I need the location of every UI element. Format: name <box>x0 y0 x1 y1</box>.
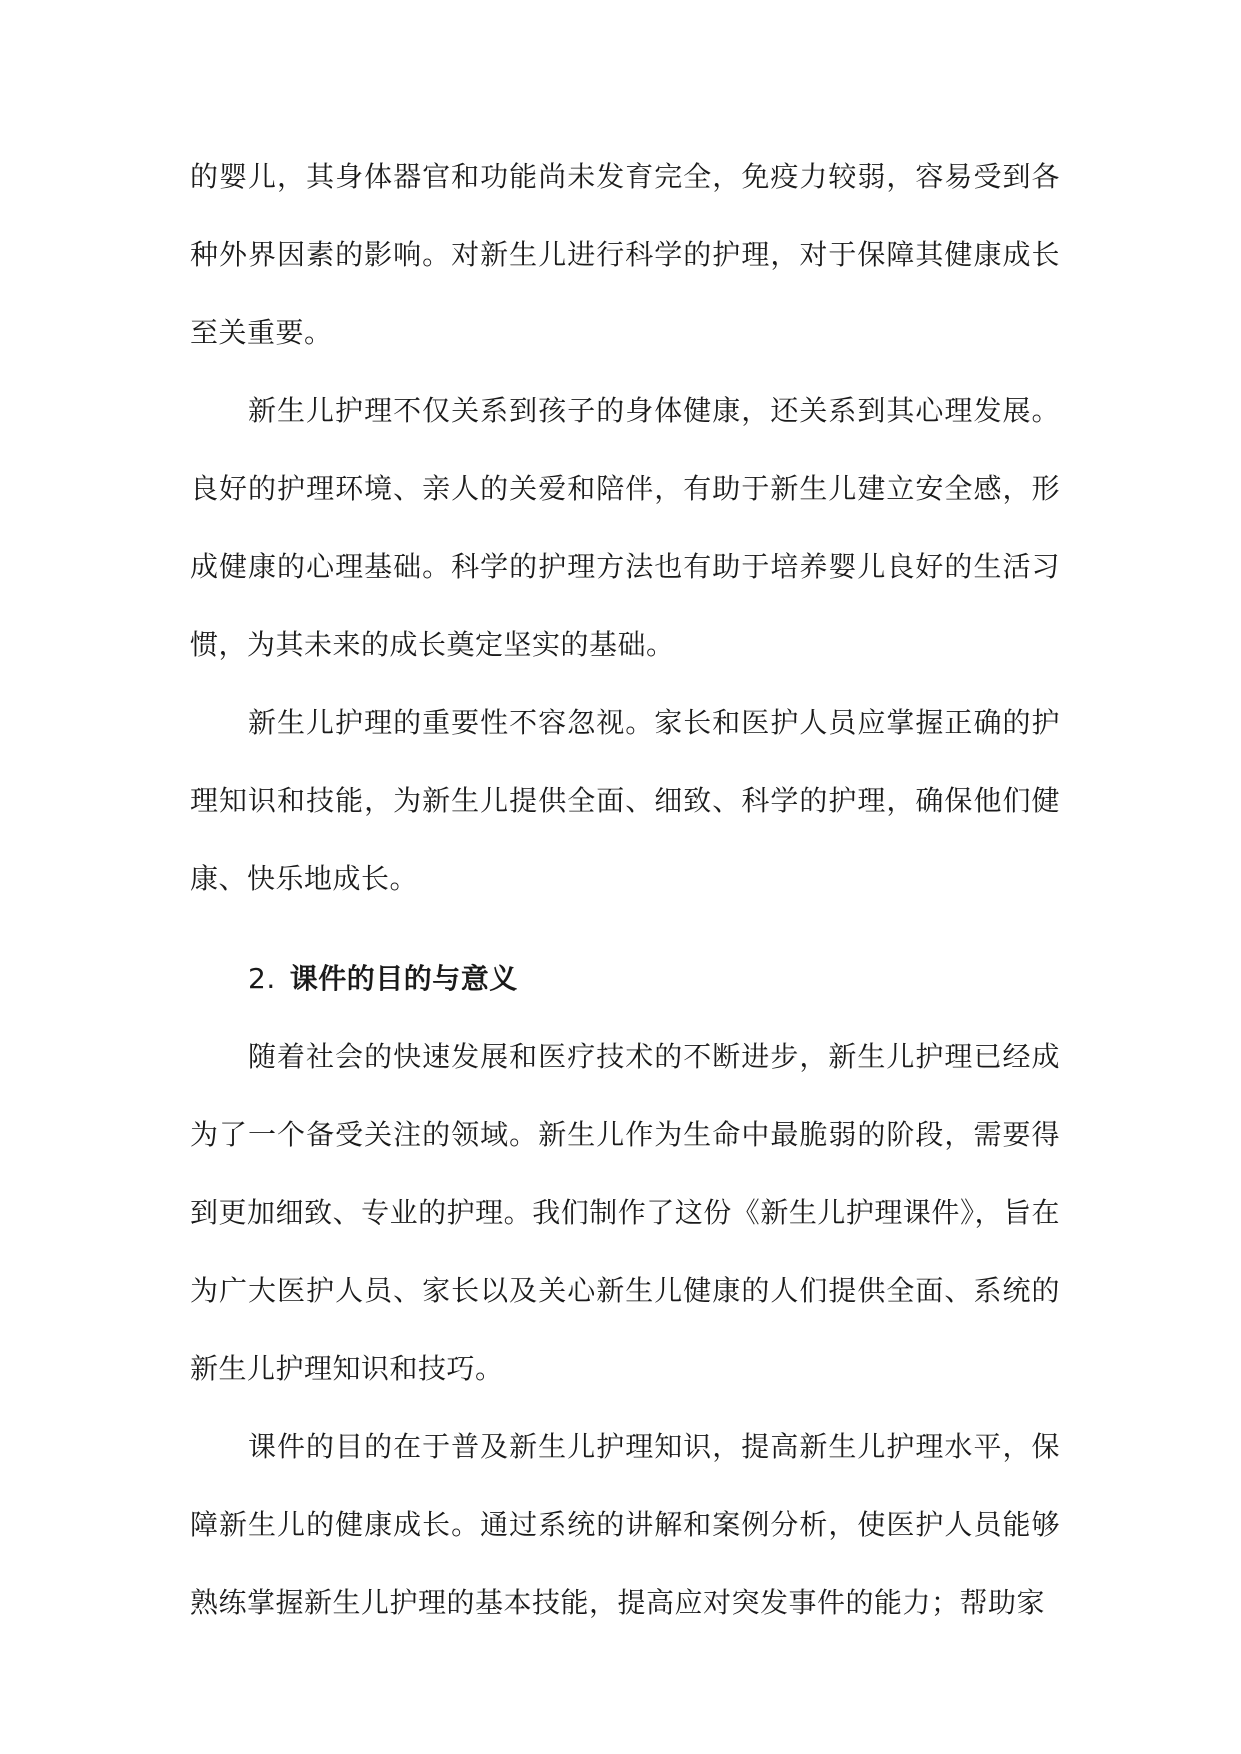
section-number: 2. <box>248 962 276 995</box>
paragraph-importance: 新生儿护理的重要性不容忽视。家长和医护人员应掌握正确的护理知识和技能，为新生儿提供全面、细致、科学的护理，确保他们健康、快乐地成长。 <box>190 706 1060 895</box>
paragraph-purpose: 课件的目的在于普及新生儿护理知识，提高新生儿护理水平，保障新生儿的健康成长。通过系统的讲解和案例分析，使医护人员能够熟练掌握新生儿护理的基本技能，提高应对突发事件的能力；帮助家 <box>190 1430 1060 1619</box>
section-title: 课件的目的与意义 <box>289 962 518 995</box>
paragraph-background: 随着社会的快速发展和医疗技术的不断进步，新生儿护理已经成为了一个备受关注的领域。新生儿作为生命中最脆弱的阶段，需要得到更加细致、专业的护理。我们制作了这份《新生儿护理课件》，旨在为广大医护人员、家长以及关心新生儿健康的人们提供全面、系统的新生儿护理知识和技巧。 <box>190 1040 1060 1385</box>
section-heading <box>190 940 1060 1018</box>
document-body <box>190 138 1060 1642</box>
paragraph-continuation: 的婴儿，其身体器官和功能尚未发育完全，免疫力较弱，容易受到各种外界因素的影响。对新生儿进行科学的护理，对于保障其健康成长至关重要。 <box>190 160 1060 349</box>
paragraph-psychological-development: 新生儿护理不仅关系到孩子的身体健康，还关系到其心理发展。良好的护理环境、亲人的关爱和陪伴，有助于新生儿建立安全感，形成健康的心理基础。科学的护理方法也有助于培养婴儿良好的生活习惯，为其未来的成长奠定坚实的基础。 <box>190 394 1060 661</box>
